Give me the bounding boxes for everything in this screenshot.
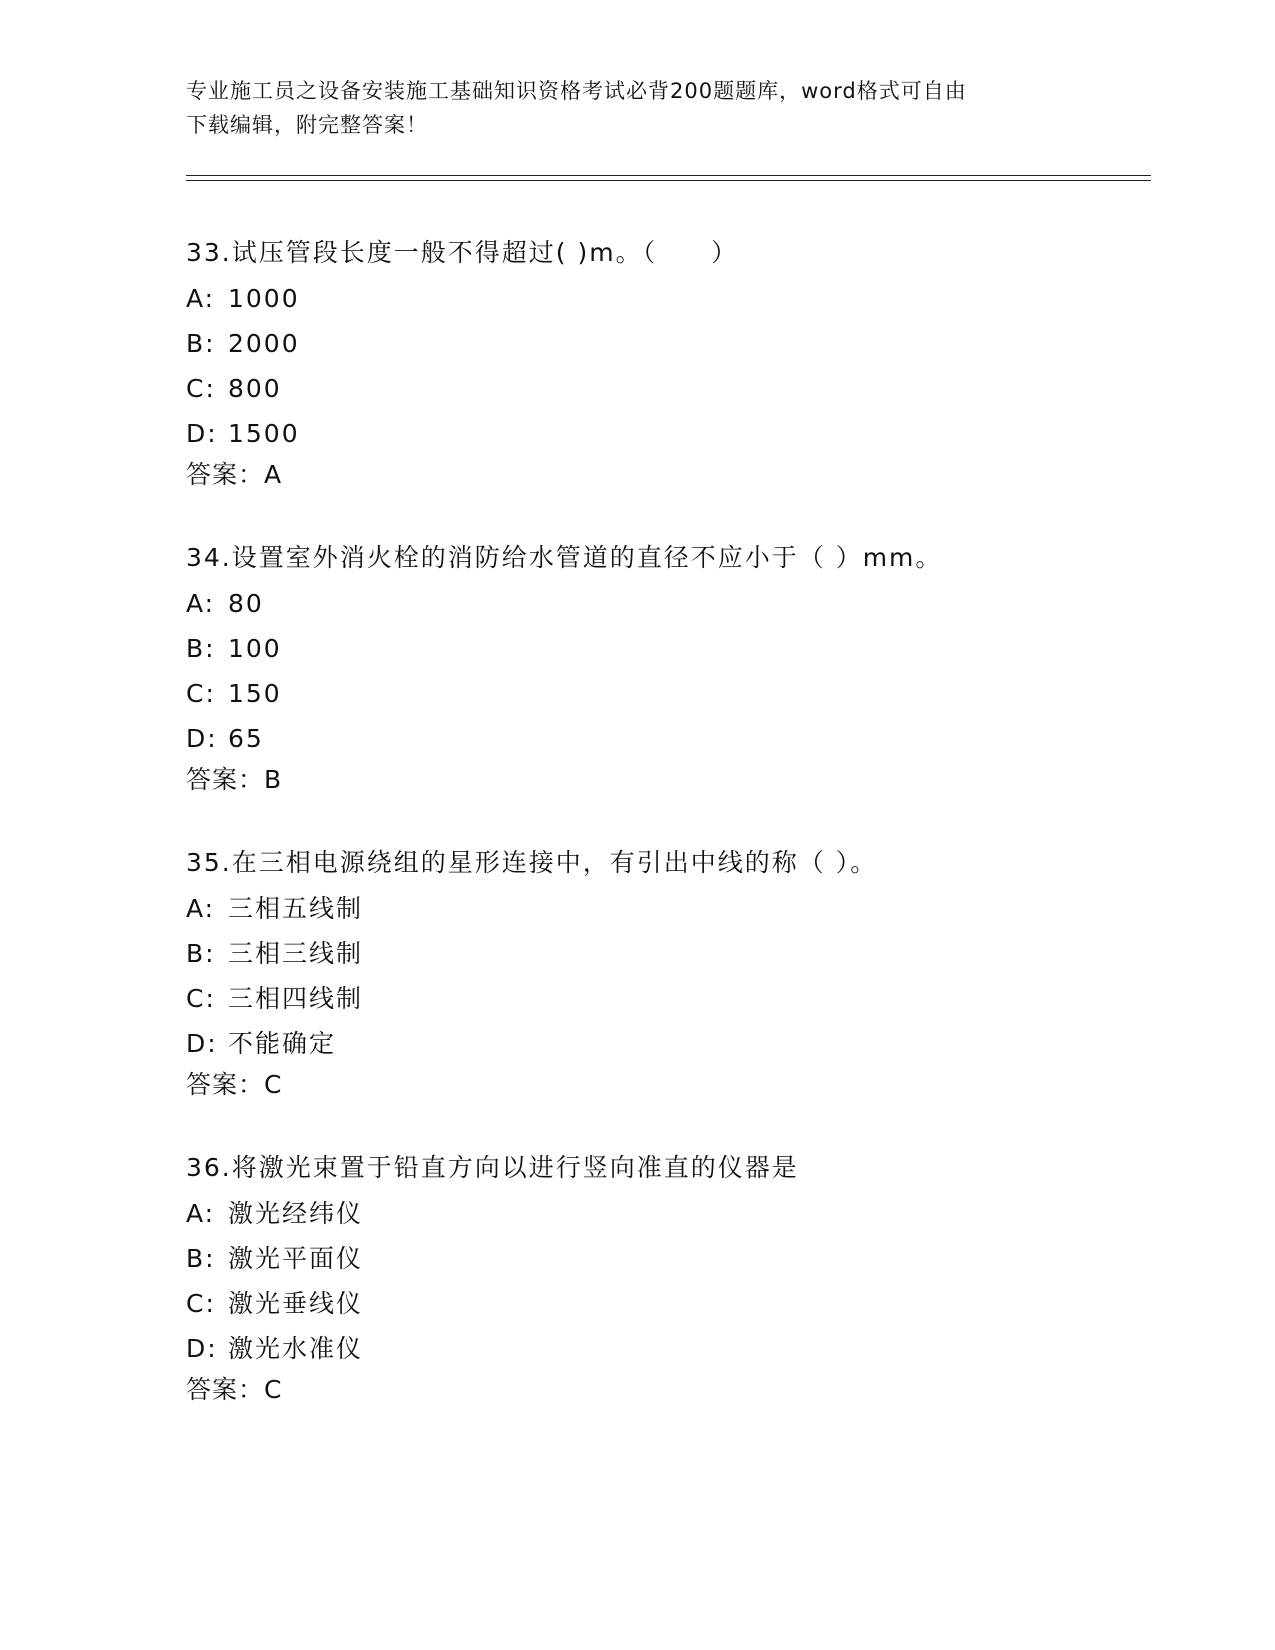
option-text: 激光平面仪 <box>228 1244 364 1273</box>
option-text: 激光经纬仪 <box>228 1199 364 1228</box>
answer-line: 答案：B <box>186 765 283 794</box>
answer-line: 答案：C <box>186 1070 283 1099</box>
option-c <box>186 1287 1186 1321</box>
option-text: 三相三线制 <box>228 939 364 968</box>
option-letter: D: <box>186 419 218 448</box>
question-stem: 35.在三相电源绕组的星形连接中，有引出中线的称（ ）。 <box>186 848 878 877</box>
option-list <box>186 587 1186 756</box>
question-34 <box>186 541 1186 797</box>
question-stem: 36.将激光束置于铅直方向以进行竖向准直的仪器是 <box>186 1153 799 1182</box>
document-header <box>186 74 1086 142</box>
option-letter: D: <box>186 1334 218 1363</box>
option-text: 不能确定 <box>228 1029 337 1058</box>
option-text: 80 <box>228 589 264 618</box>
option-d <box>186 722 1186 756</box>
option-letter: B: <box>186 939 216 968</box>
answer-line: 答案：C <box>186 1375 283 1404</box>
option-text: 150 <box>228 679 282 708</box>
option-letter: A: <box>186 589 216 618</box>
option-a <box>186 1197 1186 1231</box>
option-letter: B: <box>186 329 216 358</box>
option-c <box>186 372 1186 406</box>
option-letter: B: <box>186 634 216 663</box>
option-text: 激光垂线仪 <box>228 1289 364 1318</box>
question-stem: 34.设置室外消火栓的消防给水管道的直径不应小于（ ）mm。 <box>186 543 943 572</box>
option-a <box>186 892 1186 926</box>
option-list <box>186 892 1186 1061</box>
option-a <box>186 587 1186 621</box>
option-letter: C: <box>186 374 216 403</box>
option-b <box>186 937 1186 971</box>
option-letter: D: <box>186 724 218 753</box>
option-c <box>186 677 1186 711</box>
option-text: 1500 <box>228 419 300 448</box>
option-text: 激光水准仪 <box>228 1334 364 1363</box>
option-b <box>186 632 1186 666</box>
option-letter: A: <box>186 1199 216 1228</box>
question-36 <box>186 1151 1186 1407</box>
option-text: 100 <box>228 634 282 663</box>
option-d <box>186 1027 1186 1061</box>
option-text: 1000 <box>228 284 300 313</box>
option-d <box>186 1332 1186 1366</box>
answer-line: 答案：A <box>186 460 283 489</box>
option-text: 三相四线制 <box>228 984 364 1013</box>
option-letter: A: <box>186 894 216 923</box>
header-title-line-2: 下载编辑，附完整答案！ <box>186 113 428 137</box>
option-letter: C: <box>186 984 216 1013</box>
option-letter: B: <box>186 1244 216 1273</box>
header-divider-top <box>186 175 1151 176</box>
option-letter: C: <box>186 1289 216 1318</box>
option-letter: C: <box>186 679 216 708</box>
option-letter: D: <box>186 1029 218 1058</box>
option-d <box>186 417 1186 451</box>
option-letter: A: <box>186 284 216 313</box>
option-b <box>186 327 1186 361</box>
option-b <box>186 1242 1186 1276</box>
option-text: 2000 <box>228 329 300 358</box>
option-list <box>186 1197 1186 1366</box>
option-a <box>186 282 1186 316</box>
question-stem: 33.试压管段长度一般不得超过( )m。（ ） <box>186 238 739 267</box>
header-title-line-1: 专业施工员之设备安装施工基础知识资格考试必背200题题库，word格式可自由 <box>186 79 967 103</box>
option-text: 800 <box>228 374 282 403</box>
option-list <box>186 282 1186 451</box>
option-text: 65 <box>228 724 264 753</box>
question-35 <box>186 846 1186 1102</box>
question-33 <box>186 236 1186 492</box>
header-divider-bottom <box>186 180 1151 181</box>
option-text: 三相五线制 <box>228 894 364 923</box>
option-c <box>186 982 1186 1016</box>
